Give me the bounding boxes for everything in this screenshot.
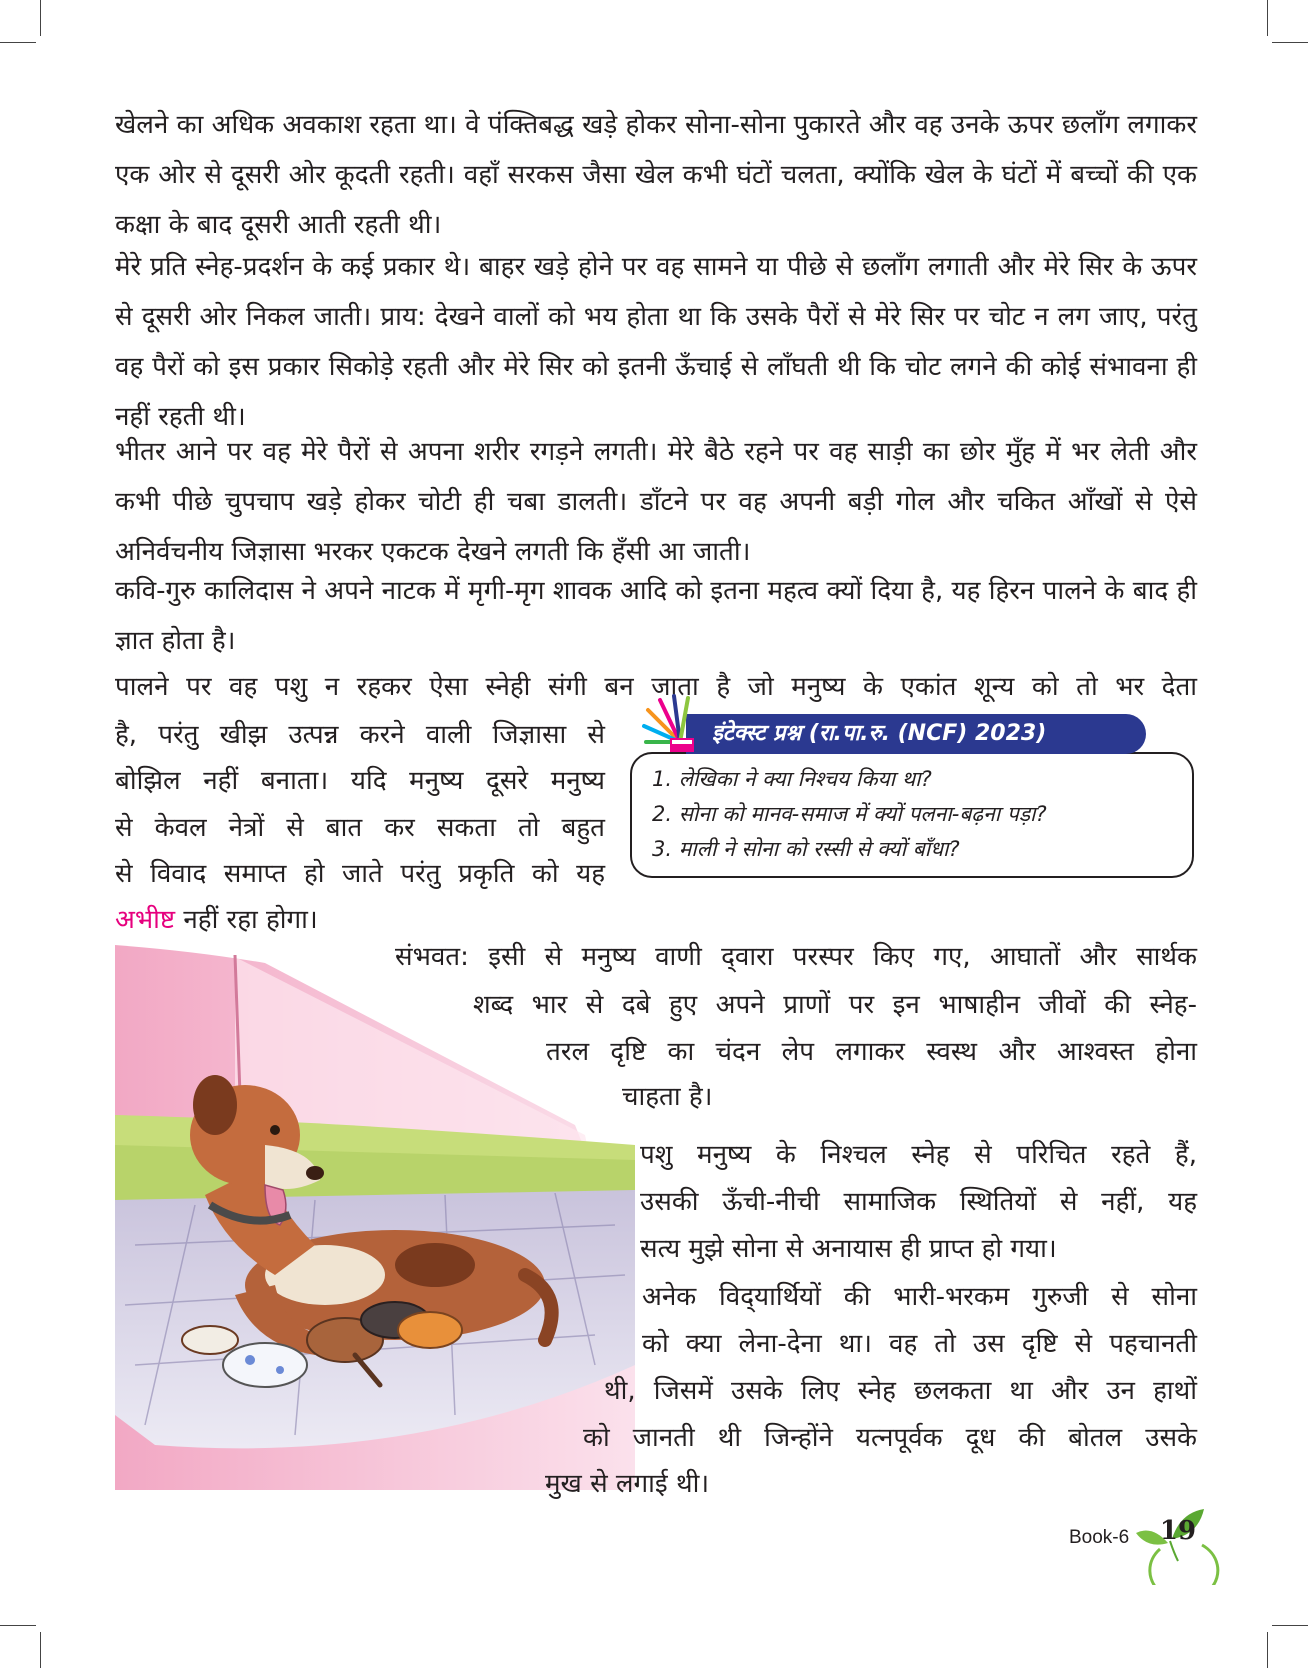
crop-mark: [1267, 1632, 1268, 1668]
crop-mark: [1272, 1625, 1308, 1626]
intext-question: 2. सोना को मानव-समाज में क्यों पलना-बढ़ना पड़ा?: [652, 802, 1047, 826]
paragraph-5-line: पालने पर वह पशु न रहकर ऐसा स्नेही संगी बन जाता है जो मनुष्य के एकांत शून्य को तो भर देता: [115, 672, 1197, 702]
paragraph-7-line: उसकी ऊँची-नीची सामाजिक स्थितियों से नहीं, यह: [640, 1187, 1197, 1217]
paragraph-6-line: शब्द भार से दबे हुए अपने प्राणों पर इन भाषाहीन जीवों की स्नेह-: [473, 990, 1197, 1020]
crop-mark: [1267, 0, 1268, 36]
paragraph-7-line: पशु मनुष्य के निश्चल स्नेह से परिचित रहते हैं,: [640, 1140, 1197, 1170]
intext-question: 1. लेखिका ने क्या निश्चय किया था?: [652, 767, 932, 791]
paragraph-8-line: मुख से लगाई थी।: [545, 1469, 710, 1499]
line-text: नहीं रहा होगा।: [175, 905, 318, 935]
book-label: Book-6: [1069, 1527, 1130, 1548]
paragraph-5-line: बोझिल नहीं बनाता। यदि मनुष्य दूसरे मनुष्य: [115, 766, 605, 796]
crop-mark: [40, 0, 41, 36]
paragraph-8-line: को क्या लेना-देना था। वह तो उस दृष्टि से पहचानती: [642, 1329, 1197, 1359]
paragraph-5-line: [115, 895, 318, 945]
paragraph-8-line: को जानती थी जिन्होंने यत्नपूर्वक दूध की बोतल उसके: [583, 1423, 1197, 1453]
paragraph-3: भीतर आने पर वह मेरे पैरों से अपना शरीर रगड़ने लगती। मेरे बैठे रहने पर वह साड़ी का छोर मुँह में भर लेती और कभी पीछे चुपचाप खड़े होकर चोटी ही चबा डालती। डाँटने पर वह अपनी बड़ी गोल और चकित आँखों से ऐसे अनिर्वचनीय जिज्ञासा भरकर एकटक देखने लगती कि हँसी आ जाती।: [115, 437, 1197, 567]
paragraph-6-line: चाहता है।: [622, 1082, 713, 1112]
intext-question: 3. माली ने सोना को रस्सी से क्यों बाँधा?: [652, 837, 960, 861]
paragraph-1: खेलने का अधिक अवकाश रहता था। वे पंक्तिबद्ध खड़े होकर सोना-सोना पुकारते और वह उनके ऊपर छलाँग लगाकर एक ओर से दूसरी ओर कूदती रहती। वहाँ सरकस जैसा खेल कभी घंटों चलता, क्योंकि खेल के घंटों में बच्चों की एक कक्षा के बाद दूसरी आती रहती थी।: [115, 110, 1197, 240]
paragraph-5-line: से विवाद समाप्त हो जाते परंतु प्रकृति को यह: [115, 859, 605, 889]
paragraph-4: कवि-गुरु कालिदास ने अपने नाटक में मृगी-मृग शावक आदि को इतना महत्व क्यों दिया है, यह हिरन पालने के बाद ही ज्ञात होता है।: [115, 576, 1197, 656]
paragraph-8-line: अनेक विद्‌यार्थियों की भारी-भरकम गुरुजी से सोना: [642, 1282, 1197, 1312]
crop-mark: [0, 1625, 36, 1626]
intext-question-box: [630, 752, 1194, 878]
paragraph-2: मेरे प्रति स्नेह-प्रदर्शन के कई प्रकार थे। बाहर खड़े होने पर वह सामने या पीछे से छलाँग लगाती और मेरे सिर के ऊपर से दूसरी ओर निकल जाती। प्राय: देखने वालों को भय होता था कि उसके पैरों से मेरे सिर पर चोट न लग जाए, परंतु वह पैरों को इस प्रकार सिकोड़े रहती और मेरे सिर को इतनी ऊँचाई से लाँघती थी कि चोट लगने की कोई संभावना ही नहीं रहती थी।: [115, 252, 1197, 432]
paragraph-6-line: संभवत: इसी से मनुष्य वाणी द्‌वारा परस्पर किए गए, आघातों और सार्थक: [395, 942, 1197, 972]
paragraph-5-line: से केवल नेत्रों से बात कर सकता तो बहुत: [115, 813, 605, 843]
intext-question-heading: इंटेक्स्ट प्रश्न (रा.पा.रु. (NCF) 2023): [686, 714, 1146, 754]
crop-mark: [0, 42, 36, 43]
paragraph-5-line: है, परंतु खीझ उत्पन्न करने वाली जिज्ञासा से: [115, 720, 605, 750]
page-number: 19: [1159, 1516, 1197, 1546]
paragraph-8-line: थी, जिसमें उसके लिए स्नेह छलकता था और उन हाथों: [604, 1376, 1197, 1406]
crop-mark: [1272, 42, 1308, 43]
crop-mark: [40, 1632, 41, 1668]
paragraph-7-line: सत्य मुझे सोना से अनायास ही प्राप्त हो गया।: [640, 1234, 1057, 1264]
book-burst-icon: [640, 694, 696, 754]
paragraph-6-line: तरल दृष्टि का चंदन लेप लगाकर स्वस्थ और आश्वस्त होना: [546, 1037, 1197, 1067]
highlighted-word: अभीष्ट: [115, 905, 176, 935]
